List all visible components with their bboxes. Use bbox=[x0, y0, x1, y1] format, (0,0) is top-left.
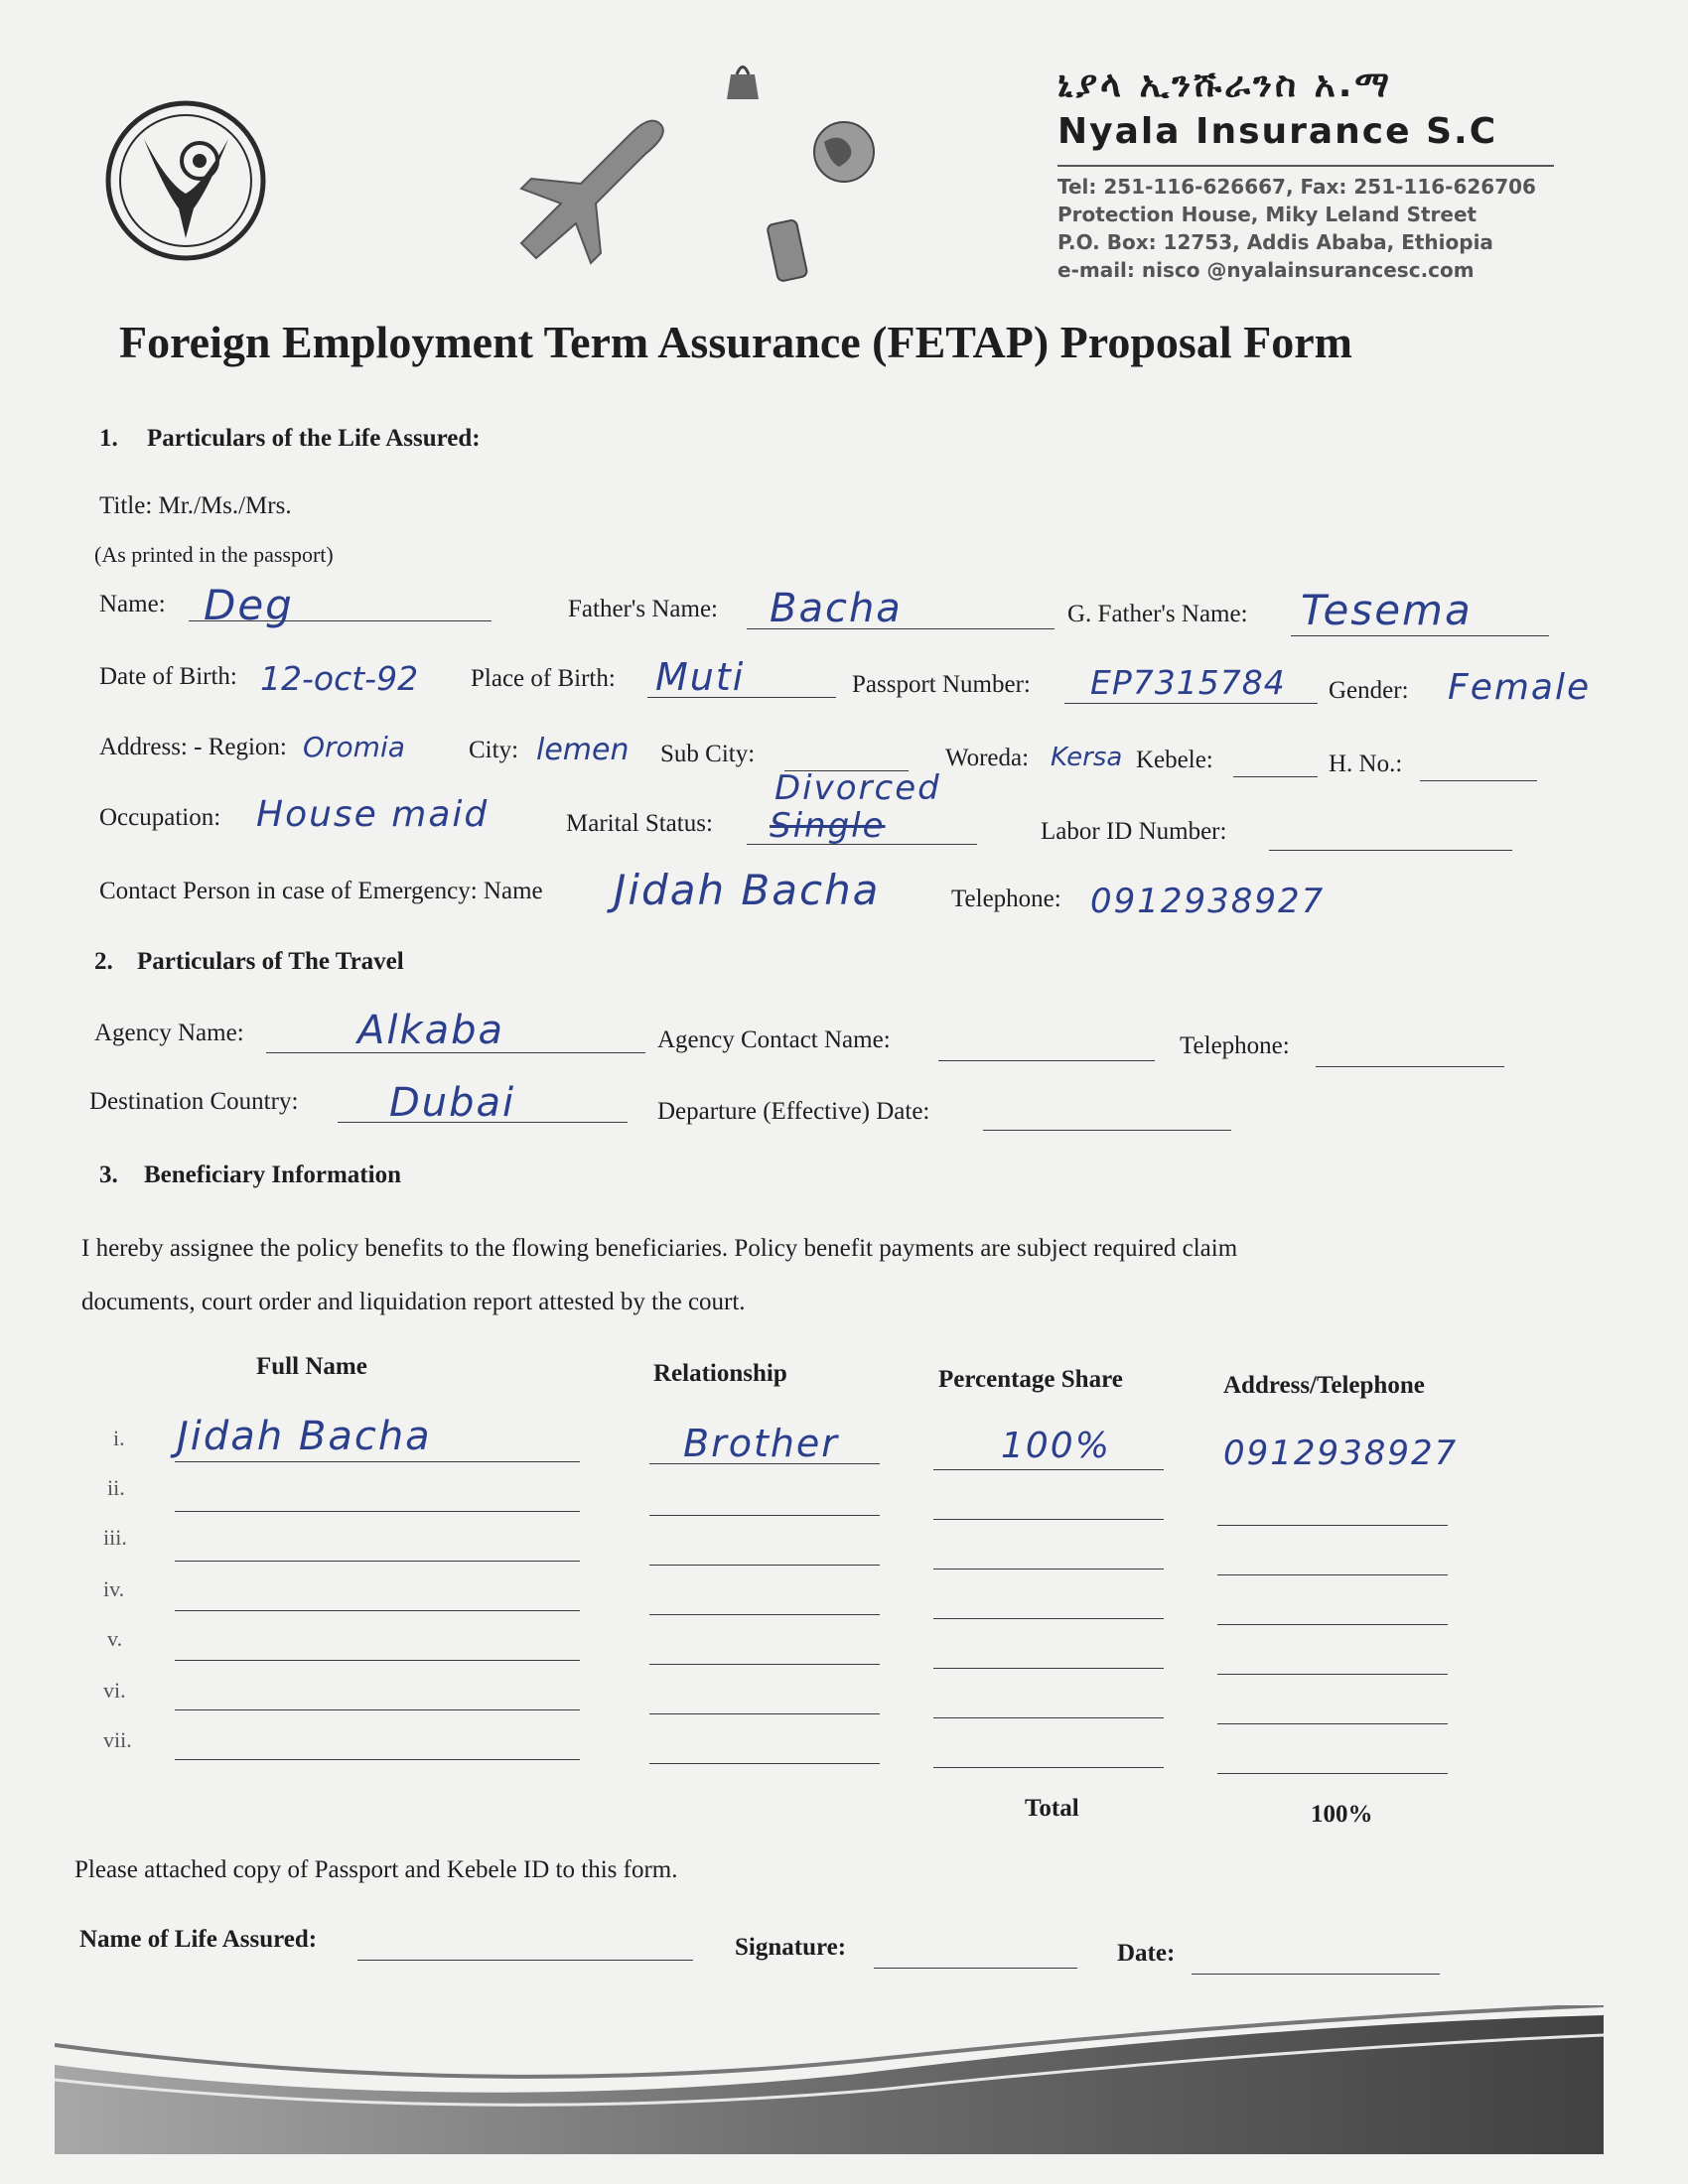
beneficiary-relationship-line[interactable] bbox=[649, 1713, 880, 1714]
company-name: Nyala Insurance S.C bbox=[1057, 111, 1498, 152]
beneficiary-share-line[interactable] bbox=[933, 1717, 1164, 1718]
row-number: vi. bbox=[103, 1678, 126, 1703]
woreda-value: Kersa bbox=[1051, 743, 1123, 772]
beneficiary-name-line[interactable] bbox=[175, 1610, 580, 1611]
agency-telephone-label: Telephone: bbox=[1180, 1032, 1290, 1059]
labor-id-label: Labor ID Number: bbox=[1041, 818, 1227, 845]
passport-number-field-line[interactable] bbox=[1064, 703, 1318, 704]
departure-date-label: Departure (Effective) Date: bbox=[657, 1098, 930, 1125]
beneficiary-share-line[interactable] bbox=[933, 1767, 1164, 1768]
hno-label: H. No.: bbox=[1329, 751, 1403, 777]
company-name-amharic: ኒያላ ኢንሹራንስ አ.ማ bbox=[1057, 65, 1393, 105]
marital-status-struck-value: Single bbox=[770, 806, 886, 846]
agency-name-label: Agency Name: bbox=[94, 1020, 244, 1046]
section1-number: 1. bbox=[99, 425, 118, 452]
beneficiary-name-line[interactable] bbox=[175, 1561, 580, 1562]
agency-contact-label: Agency Contact Name: bbox=[657, 1026, 891, 1053]
airplane-icon bbox=[501, 94, 680, 273]
beneficiary-address-line[interactable] bbox=[1217, 1773, 1448, 1774]
agency-contact-field-line[interactable] bbox=[938, 1060, 1155, 1061]
beneficiary-paragraph-line2: documents, court order and liquidation report attested by the court. bbox=[81, 1289, 746, 1315]
gfather-name-label: G. Father's Name: bbox=[1067, 601, 1248, 627]
labor-id-field-line[interactable] bbox=[1269, 850, 1512, 851]
beneficiary-name-line[interactable] bbox=[175, 1511, 580, 1512]
beneficiary-name-line[interactable] bbox=[175, 1709, 580, 1710]
row-number: iii. bbox=[103, 1525, 127, 1550]
subcity-label: Sub City: bbox=[660, 741, 756, 767]
marital-status-value: Divorced bbox=[774, 768, 941, 808]
gfather-name-field-line[interactable] bbox=[1291, 635, 1549, 636]
date-line[interactable] bbox=[1192, 1974, 1440, 1975]
section1-heading: Particulars of the Life Assured: bbox=[147, 425, 481, 452]
company-email: e-mail: nisco @nyalainsurancesc.com bbox=[1057, 258, 1475, 282]
emergency-telephone-value: 0912938927 bbox=[1090, 882, 1326, 921]
beneficiary-relationship-line[interactable] bbox=[649, 1463, 880, 1464]
name-of-life-assured-label: Name of Life Assured: bbox=[79, 1926, 318, 1953]
beneficiary-address-line[interactable] bbox=[1217, 1525, 1448, 1526]
beneficiary-address-line[interactable] bbox=[1217, 1624, 1448, 1625]
passport-note: (As printed in the passport) bbox=[94, 542, 334, 567]
dob-label: Date of Birth: bbox=[99, 663, 237, 690]
gfather-name-value: Tesema bbox=[1301, 586, 1473, 634]
col-address-telephone: Address/Telephone bbox=[1223, 1372, 1425, 1399]
agency-telephone-field-line[interactable] bbox=[1316, 1066, 1504, 1067]
date-label: Date: bbox=[1117, 1940, 1176, 1967]
beneficiary-share-line[interactable] bbox=[933, 1469, 1164, 1470]
beneficiary-relationship-value: Brother bbox=[683, 1422, 839, 1465]
company-address: Protection House, Miky Leland Street bbox=[1057, 203, 1477, 226]
total-value: 100% bbox=[1311, 1801, 1373, 1828]
occupation-label: Occupation: bbox=[99, 804, 221, 831]
total-label: Total bbox=[1025, 1795, 1079, 1822]
bag-icon bbox=[723, 55, 763, 104]
city-label: City: bbox=[469, 737, 519, 763]
kebele-field-line[interactable] bbox=[1233, 776, 1318, 777]
beneficiary-name-value: Jidah Bacha bbox=[177, 1414, 432, 1459]
beneficiary-relationship-line[interactable] bbox=[649, 1763, 880, 1764]
pob-value: Muti bbox=[655, 655, 746, 699]
signature-line[interactable] bbox=[874, 1968, 1077, 1969]
company-pobox: P.O. Box: 12753, Addis Ababa, Ethiopia bbox=[1057, 230, 1493, 254]
hno-field-line[interactable] bbox=[1420, 780, 1537, 781]
dob-value: 12-oct-92 bbox=[260, 659, 419, 698]
region-value: Oromia bbox=[303, 731, 405, 763]
occupation-value: House maid bbox=[256, 794, 490, 835]
emergency-contact-value: Jidah Bacha bbox=[614, 866, 881, 914]
row-number: vii. bbox=[103, 1727, 132, 1752]
beneficiary-name-line[interactable] bbox=[175, 1461, 580, 1462]
beneficiary-share-line[interactable] bbox=[933, 1569, 1164, 1570]
name-label: Name: bbox=[99, 591, 166, 617]
departure-date-field-line[interactable] bbox=[983, 1130, 1231, 1131]
col-relationship: Relationship bbox=[653, 1360, 787, 1387]
beneficiary-paragraph-line1: I hereby assignee the policy benefits to the flowing beneficiaries. Policy benefit payments are subject required claim bbox=[81, 1235, 1238, 1262]
row-number: ii. bbox=[107, 1475, 125, 1500]
father-name-value: Bacha bbox=[770, 586, 903, 631]
company-tel-fax: Tel: 251-116-626667, Fax: 251-116-626706 bbox=[1057, 175, 1536, 199]
beneficiary-relationship-line[interactable] bbox=[649, 1664, 880, 1665]
kebele-label: Kebele: bbox=[1136, 747, 1213, 773]
row-number: iv. bbox=[103, 1576, 125, 1601]
section3-number: 3. bbox=[99, 1161, 118, 1188]
gender-label: Gender: bbox=[1329, 677, 1409, 704]
gender-value: Female bbox=[1448, 667, 1592, 708]
beneficiary-address-line[interactable] bbox=[1217, 1574, 1448, 1575]
marital-status-label: Marital Status: bbox=[566, 810, 713, 837]
globe-icon bbox=[809, 117, 879, 187]
passport-number-value: EP7315784 bbox=[1090, 663, 1286, 702]
beneficiary-share-line[interactable] bbox=[933, 1668, 1164, 1669]
name-of-life-assured-line[interactable] bbox=[357, 1960, 693, 1961]
emergency-telephone-label: Telephone: bbox=[951, 886, 1061, 912]
emergency-contact-label: Contact Person in case of Emergency: Name bbox=[99, 878, 543, 904]
passport-number-label: Passport Number: bbox=[852, 671, 1031, 698]
nyala-logo bbox=[104, 99, 268, 263]
col-full-name: Full Name bbox=[256, 1353, 367, 1380]
beneficiary-name-line[interactable] bbox=[175, 1660, 580, 1661]
beneficiary-name-line[interactable] bbox=[175, 1759, 580, 1760]
father-name-label: Father's Name: bbox=[568, 596, 718, 622]
col-percentage-share: Percentage Share bbox=[938, 1366, 1123, 1393]
beneficiary-address-line[interactable] bbox=[1217, 1674, 1448, 1675]
beneficiary-address-value: 0912938927 bbox=[1223, 1433, 1459, 1473]
woreda-label: Woreda: bbox=[945, 745, 1030, 771]
destination-country-value: Dubai bbox=[389, 1080, 516, 1126]
form-title: Foreign Employment Term Assurance (FETAP) Proposal Form bbox=[119, 317, 1352, 367]
beneficiary-address-line[interactable] bbox=[1217, 1723, 1448, 1724]
beneficiary-relationship-line[interactable] bbox=[649, 1614, 880, 1615]
beneficiary-share-value: 100% bbox=[1001, 1426, 1111, 1466]
section2-heading: Particulars of The Travel bbox=[137, 948, 404, 975]
beneficiary-relationship-line[interactable] bbox=[649, 1515, 880, 1516]
attach-note: Please attached copy of Passport and Kebele ID to this form. bbox=[74, 1856, 678, 1883]
destination-country-label: Destination Country: bbox=[89, 1088, 299, 1115]
beneficiary-relationship-line[interactable] bbox=[649, 1565, 880, 1566]
section3-heading: Beneficiary Information bbox=[144, 1161, 401, 1188]
marital-status-field-line[interactable] bbox=[747, 844, 977, 845]
address-region-label: Address: - Region: bbox=[99, 734, 287, 760]
row-number: i. bbox=[113, 1426, 125, 1450]
signature-label: Signature: bbox=[735, 1934, 847, 1961]
decorative-wave-band bbox=[55, 2005, 1604, 2154]
name-value: Deg bbox=[204, 581, 294, 629]
beneficiary-share-line[interactable] bbox=[933, 1618, 1164, 1619]
section2-number: 2. bbox=[94, 948, 113, 975]
header-divider bbox=[1057, 165, 1554, 167]
beneficiary-share-line[interactable] bbox=[933, 1519, 1164, 1520]
phone-icon bbox=[765, 216, 814, 286]
city-value: lemen bbox=[536, 733, 630, 767]
title-label: Title: Mr./Ms./Mrs. bbox=[99, 492, 292, 519]
row-number: v. bbox=[107, 1626, 123, 1651]
pob-label: Place of Birth: bbox=[471, 665, 616, 692]
agency-name-value: Alkaba bbox=[357, 1008, 505, 1053]
